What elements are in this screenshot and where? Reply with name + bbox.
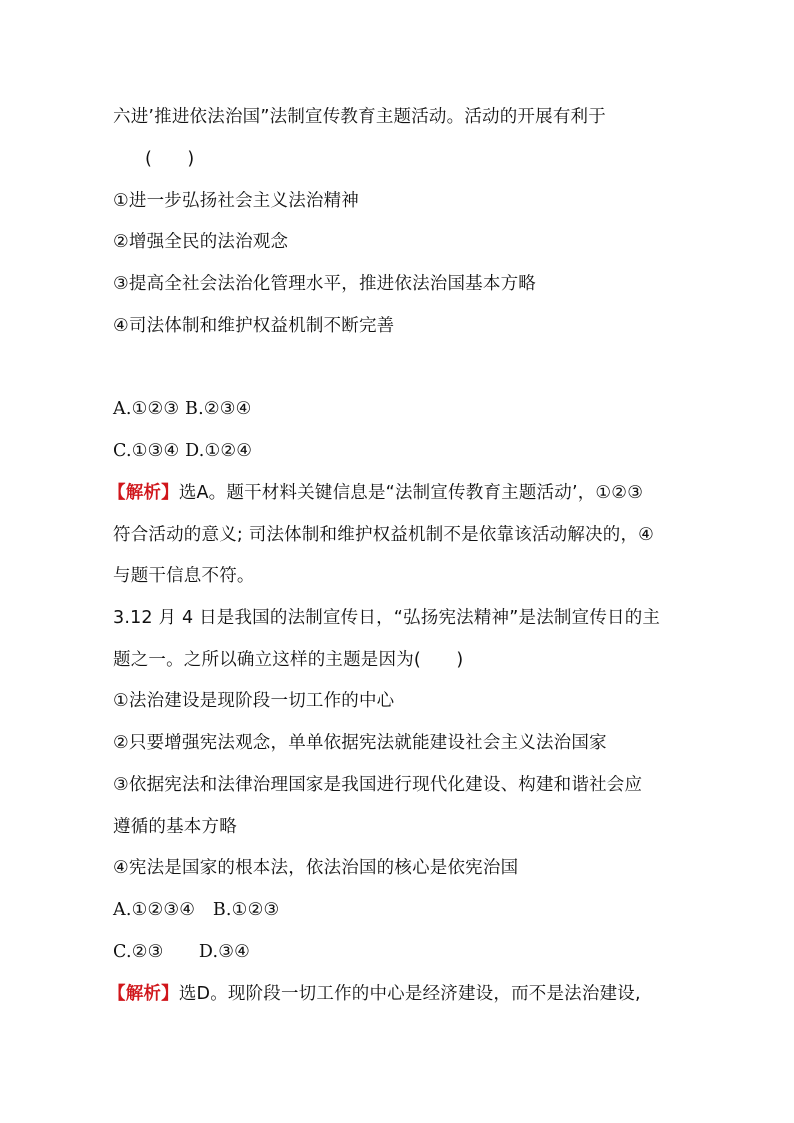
q3-stem-line2: 题之一。之所以确立这样的主题是因为( ) xyxy=(113,650,464,670)
q2-analysis-text: 选A。题干材料关键信息是“法制宣传教育主题活动’，①②③ xyxy=(178,483,644,503)
q3-option-3-line1: ③依据宪法和法律治理国家是我国进行现代化建设、构建和谐社会应 xyxy=(113,775,643,795)
q3-option-4: ④宪法是国家的根本法，依法治国的核心是依宪治国 xyxy=(113,858,519,878)
q2-choices-ab: A.①②③ B.②③④ xyxy=(113,399,252,419)
q2-analysis-line1 xyxy=(108,481,643,505)
analysis-tag: 【解析】 xyxy=(108,483,179,503)
q3-stem-line1: 3.12 月 4 日是我国的法制宣传日，“弘扬宪法精神”是法制宣传日的主 xyxy=(113,608,661,628)
q3-choices-cd: C.②③ D.③④ xyxy=(113,942,251,962)
q3-option-3-line2: 遵循的基本方略 xyxy=(113,817,237,837)
q2-analysis-line3: 与题干信息不符。 xyxy=(113,566,255,586)
q2-option-1: ①进一步弘扬社会主义法治精神 xyxy=(113,191,359,211)
q3-option-2: ②只要增强宪法观念，单单依据宪法就能建设社会主义法治国家 xyxy=(113,733,607,753)
q2-answer-blank: ( ) xyxy=(145,149,195,169)
q2-option-3: ③提高全社会法治化管理水平，推进依法治国基本方略 xyxy=(113,274,536,294)
q3-option-1: ①法治建设是现阶段一切工作的中心 xyxy=(113,691,395,711)
analysis-tag: 【解析】 xyxy=(108,984,179,1004)
q3-choices-ab: A.①②③④ B.①②③ xyxy=(113,900,280,920)
q2-option-2: ②增强全民的法治观念 xyxy=(113,232,289,252)
q2-analysis-line2: 符合活动的意义; 司法体制和维护权益机制不是依靠该活动解决的，④ xyxy=(113,525,655,545)
q2-option-4: ④司法体制和维护权益机制不断完善 xyxy=(113,316,395,336)
q2-stem-line1: 六进’推进依法治国”法制宣传教育主题活动。活动的开展有利于 xyxy=(113,107,606,127)
q3-analysis-line1 xyxy=(108,982,641,1006)
q2-choices-cd: C.①③④ D.①②④ xyxy=(113,441,253,461)
q3-analysis-text: 选D。现阶段一切工作的中心是经济建设，而不是法治建设, xyxy=(178,984,641,1004)
